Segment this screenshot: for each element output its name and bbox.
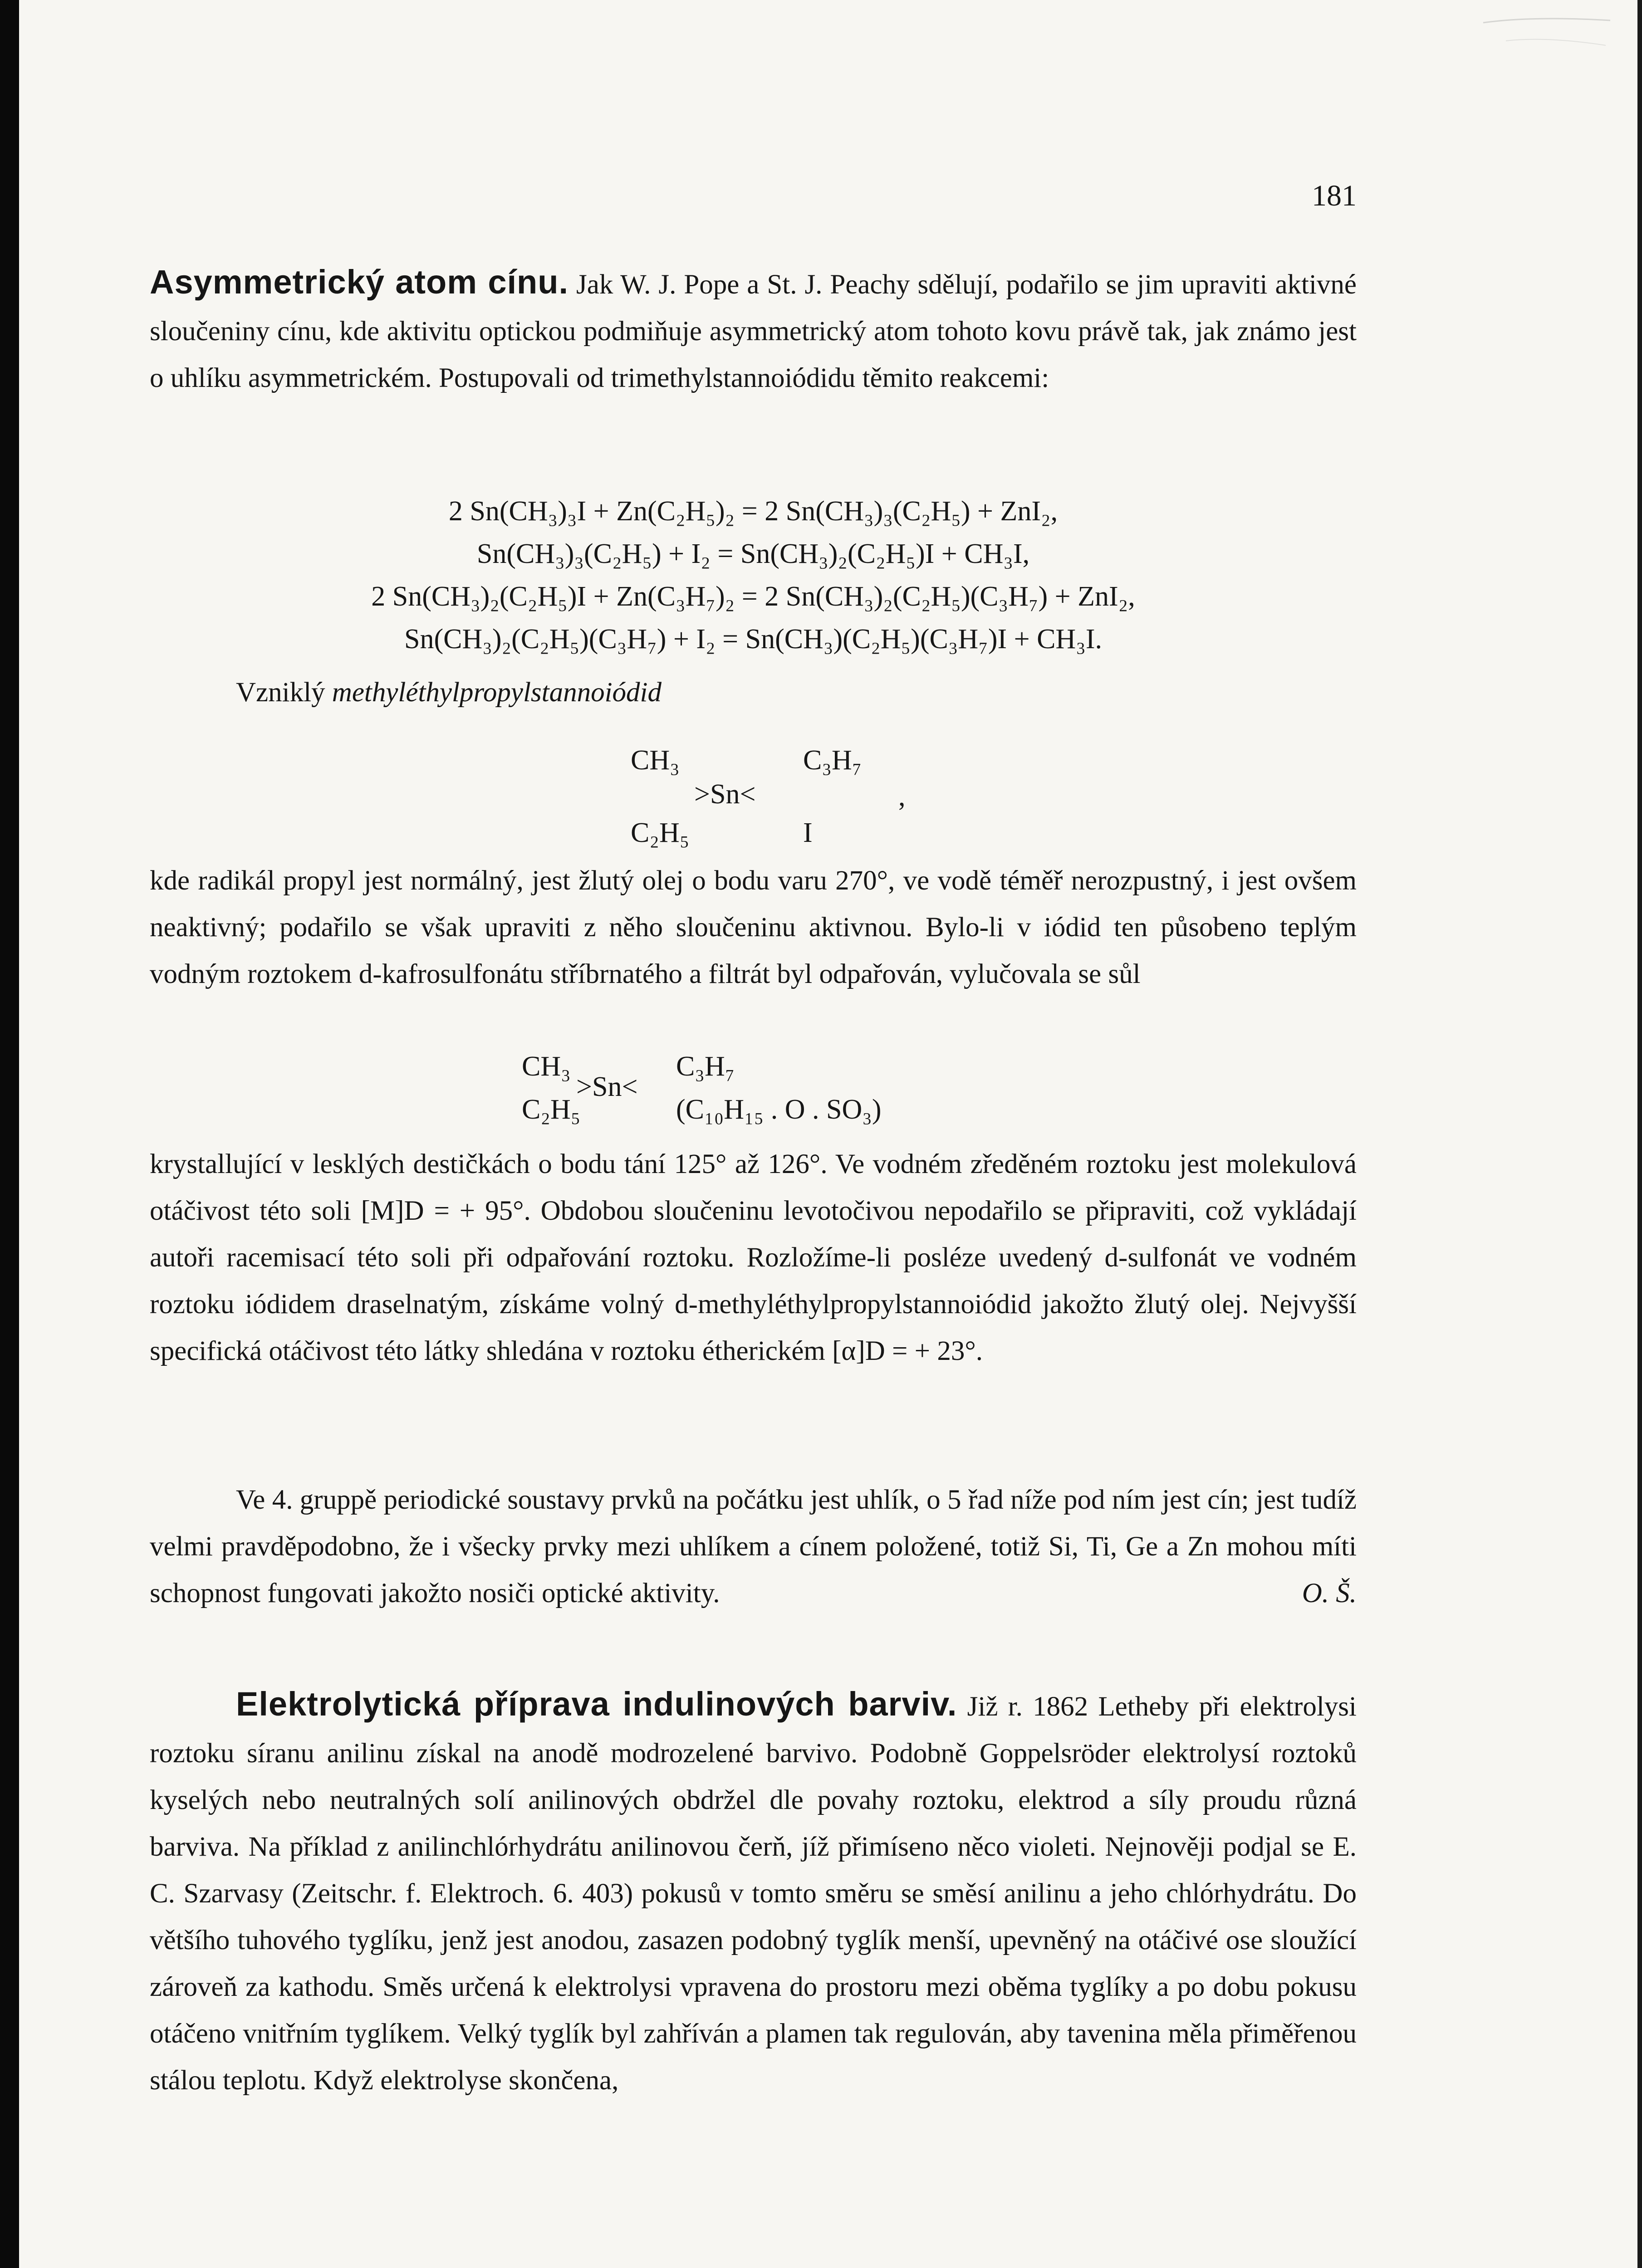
struct1-center: >Sn<	[694, 779, 756, 810]
equation-1: 2 Sn(CH₃)₃I + Zn(C₂H₅)₂ = 2 Sn(CH₃)₃(C₂H₅) + ZnI₂,	[448, 496, 1058, 527]
section-heading-2: Elektrolytická příprava indulinových barviv.	[236, 1685, 957, 1723]
paragraph-crystals: krystallující v lesklých destičkách o bodu tání 125° až 126°. Ve vodném zředěném roztoku jest molekulová otáčivost této soli [M]D = + 95°. Obdobou sloučeninu levotočivou nepodařilo se připraviti, což vykládají autoři racemisací této soli při odpařování roztoku. Rozložíme-li posléze uvedený d-sulfonát ve vodném roztoku iódidem draselnatým, získáme volný d-methyléthylpropylstannoiódid jakožto žlutý olej. Nejvyšší specifická otáčivost této látky shledána v roztoku étherickém [α]D = + 23°.	[150, 1149, 1357, 1366]
equation-3: 2 Sn(CH₃)₂(C₂H₅)I + Zn(C₃H₇)₂ = 2 Sn(CH₃)₂(C₂H₅)(C₃H₇) + ZnI₂,	[371, 581, 1135, 612]
formed-compound-line	[236, 669, 1357, 716]
page-content	[150, 136, 1357, 2268]
struct2-bottom-right: (C₁₀H₁₅ . O . SO₃)	[676, 1094, 882, 1125]
author-signature: O. Š.	[1302, 1578, 1357, 1608]
struct1-top-right: C₃H₇	[803, 745, 862, 776]
struct1-top-left: CH₃	[631, 745, 680, 776]
section-heading: Asymmetrický atom cínu.	[150, 263, 569, 301]
paragraph-propyl: kde radikál propyl jest normálný, jest žlutý olej o bodu varu 270°, ve vodě téměř nerozpustný, i jest ovšem neaktivný; podařilo se však upraviti z něho sloučeninu aktivnou. Bylo-li v iódid ten působeno teplým vodným roztokem d-kafrosulfonátu stříbrnatého a filtrát byl odpařován, vylučovala se sůl	[150, 865, 1357, 989]
scan-left-edge	[0, 0, 19, 2268]
paragraph-intro: Jak W. J. Pope a St. J. Peachy sdělují, podařilo se jim upraviti aktivné sloučeniny cínu, kde aktivitu optickou podmiňuje asymmetrický atom tohoto kovu právě tak, jak známo jest o uhlíku asymmetrickém. Postupovali od trimethylstannoiódidu těmito reakcemi:	[150, 269, 1357, 393]
paragraph-group4-text: Ve 4. gruppě periodické soustavy prvků na počátku jest uhlík, o 5 řad níže pod ním jest cín; jest tudíž velmi pravděpodobno, že i všecky prvky mezi uhlíkem a cínem položené, totiž Si, Ti, Ge a Zn mohou míti schopnost fungovati jakožto nosiči optické aktivity.	[150, 1485, 1357, 1608]
struct2-bottom-left: C₂H₅	[522, 1094, 581, 1125]
paragraph-electrolysis: Již r. 1862 Letheby při elektrolysi roztoku síranu anilinu získal na anodě modrozelené barvivo. Podobně Goppelsröder elektrolysí roztoků kyselých nebo neutralných solí anilinových obdržel dle povahy roztoku, elektrod a síly proudu různá barviva. Na příklad z anilinchlórhydrátu anilinovou čerň, jíž přimíseno něco violeti. Nejnověji podjal se E. C. Szarvasy (Zeitschr. f. Elektroch. 6. 403) pokusů v tomto směru se směsí anilinu a jeho chlórhydrátu. Do většího tuhového tyglíku, jenž jest anodou, zasazen podobný tyglík menší, upevněný na otáčivé ose sloužící zároveň za kathodu. Směs určená k elektrolysi vpravena do prostoru mezi oběma tyglíky a po dobu pokusu otáčeno vnitřním tyglíkem. Velký tyglík byl zahříván a plamen tak regulován, aby tavenina měla přiměřenou stálou teplotu. Když elektrolyse skončena,	[150, 1691, 1357, 2096]
section-indulin-dyes	[150, 1681, 1357, 2104]
section-asymmetric-tin	[150, 259, 1357, 401]
struct2-center: >Sn<	[576, 1071, 638, 1102]
reaction-equations	[150, 490, 1357, 660]
structural-formula-2	[522, 1043, 1066, 1129]
structural-formula-1	[603, 737, 1012, 873]
scan-right-edge	[1637, 0, 1642, 2268]
struct2-top-right: C₃H₇	[676, 1051, 735, 1082]
formed-compound: methyléthylpropylstannoiódid	[332, 677, 662, 708]
formed-label: Vzniklý	[236, 677, 325, 708]
corner-smudge	[1479, 14, 1615, 54]
struct1-bottom-left: C₂H₅	[631, 817, 690, 848]
equation-2: Sn(CH₃)₃(C₂H₅) + I₂ = Sn(CH₃)₂(C₂H₅)I + CH₃I,	[476, 538, 1030, 569]
struct1-bottom-right: I	[803, 817, 813, 848]
page-number: 181	[1312, 179, 1357, 212]
struct1-comma: ,	[898, 781, 906, 812]
struct2-top-left: CH₃	[522, 1051, 571, 1082]
equation-4: Sn(CH₃)₂(C₂H₅)(C₃H₇) + I₂ = Sn(CH₃)(C₂H₅)(C₃H₇)I + CH₃I.	[404, 624, 1102, 655]
paragraph-group4	[150, 1476, 1357, 1617]
